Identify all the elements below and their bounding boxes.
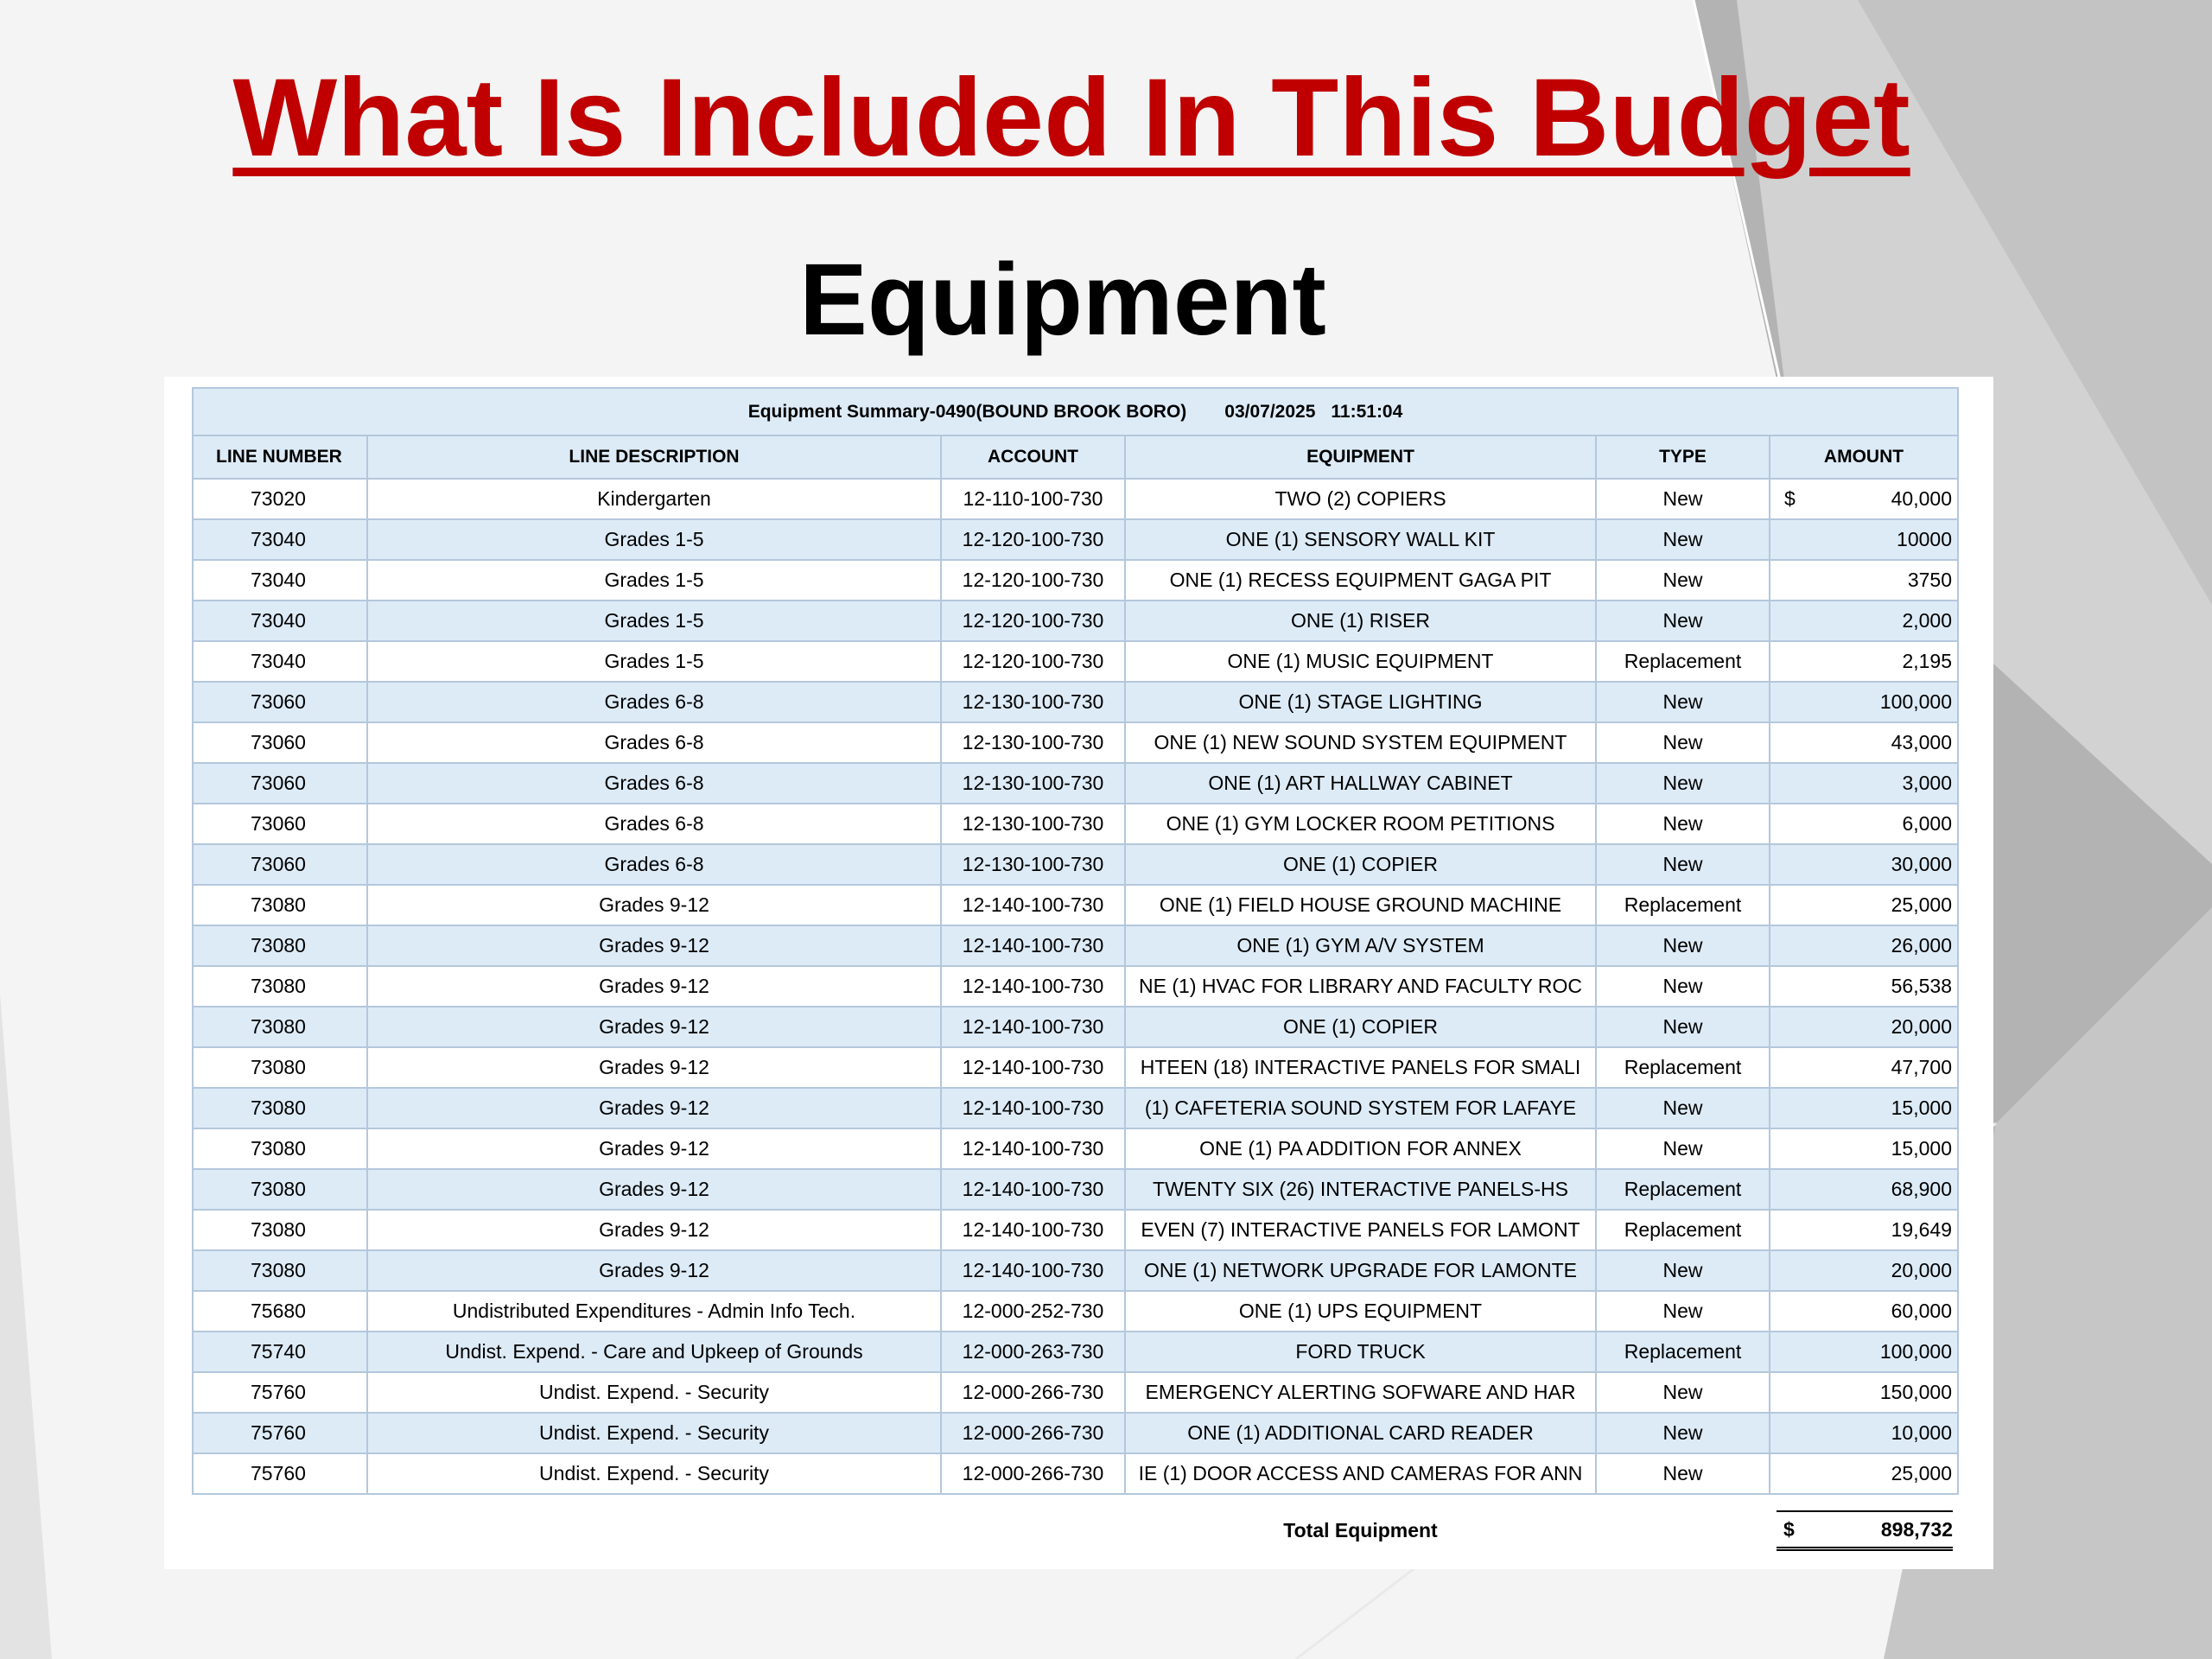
cell-line-description: Grades 9-12 [367,1250,941,1291]
cell-line-number: 75740 [193,1332,367,1372]
cell-line-description: Grades 9-12 [367,1088,941,1128]
cell-line-description: Grades 9-12 [367,1210,941,1250]
cell-type: New [1596,1372,1770,1413]
cell-equipment: IE (1) DOOR ACCESS AND CAMERAS FOR ANN [1125,1453,1596,1494]
cell-account: 12-000-263-730 [941,1332,1125,1372]
cell-amount-value: 10,000 [1891,1421,1952,1444]
table-row [193,1088,1958,1128]
cell-line-description: Grades 1-5 [367,519,941,560]
table-row [193,682,1958,722]
cell-line-number: 73080 [193,1047,367,1088]
cell-line-description: Grades 6-8 [367,763,941,804]
table-row [193,479,1958,519]
table-row [193,641,1958,682]
cell-account: 12-140-100-730 [941,1169,1125,1210]
cell-line-number: 73060 [193,763,367,804]
cell-account: 12-120-100-730 [941,560,1125,601]
cell-amount-value: 15,000 [1891,1137,1952,1160]
column-header-equipment: EQUIPMENT [1125,435,1596,479]
cell-type: New [1596,1088,1770,1128]
cell-type: New [1596,925,1770,966]
slide-subtitle: Equipment [799,243,1326,357]
cell-line-number: 73080 [193,1210,367,1250]
cell-type: New [1596,1250,1770,1291]
cell-line-description: Grades 1-5 [367,560,941,601]
cell-amount [1770,1372,1958,1413]
cell-amount-value: 25,000 [1891,893,1952,916]
cell-amount [1770,1250,1958,1291]
column-header-type: TYPE [1596,435,1770,479]
cell-equipment: FORD TRUCK [1125,1332,1596,1372]
column-header-line-description: LINE DESCRIPTION [367,435,941,479]
cell-type: Replacement [1596,885,1770,925]
cell-amount [1770,479,1958,519]
cell-type: New [1596,1413,1770,1453]
table-row [193,1047,1958,1088]
cell-account: 12-140-100-730 [941,1047,1125,1088]
cell-account: 12-110-100-730 [941,479,1125,519]
cell-line-number: 75760 [193,1413,367,1453]
cell-line-number: 73060 [193,682,367,722]
cell-account: 12-140-100-730 [941,966,1125,1007]
cell-account: 12-140-100-730 [941,925,1125,966]
cell-line-description: Grades 9-12 [367,1047,941,1088]
cell-line-number: 73020 [193,479,367,519]
cell-amount [1770,722,1958,763]
cell-amount-value: 10000 [1897,528,1952,550]
table-row [193,966,1958,1007]
cell-type: New [1596,1453,1770,1494]
total-amount-cell [1770,1494,1958,1566]
cell-equipment: ONE (1) NETWORK UPGRADE FOR LAMONTE [1125,1250,1596,1291]
cell-amount [1770,1210,1958,1250]
cell-amount-value: 26,000 [1891,934,1952,957]
cell-amount-value: 100,000 [1879,690,1952,713]
table-row [193,885,1958,925]
table-row [193,763,1958,804]
cell-type: New [1596,1128,1770,1169]
table-row [193,925,1958,966]
cell-amount [1770,1128,1958,1169]
cell-line-number: 73080 [193,1169,367,1210]
cell-line-description: Grades 9-12 [367,1169,941,1210]
cell-type: New [1596,763,1770,804]
cell-account: 12-000-266-730 [941,1453,1125,1494]
cell-line-description: Grades 9-12 [367,966,941,1007]
cell-account: 12-140-100-730 [941,1250,1125,1291]
cell-line-number: 73040 [193,641,367,682]
cell-type: New [1596,844,1770,885]
cell-amount [1770,1453,1958,1494]
cell-equipment: ONE (1) SENSORY WALL KIT [1125,519,1596,560]
table-row [193,560,1958,601]
report-caption-time: 11:51:04 [1331,401,1403,422]
cell-amount-value: 15,000 [1891,1096,1952,1119]
cell-line-description: Undist. Expend. - Care and Upkeep of Grounds [367,1332,941,1372]
cell-type: New [1596,1291,1770,1332]
cell-amount-value: 47,700 [1891,1056,1952,1078]
cell-account: 12-130-100-730 [941,844,1125,885]
cell-type: New [1596,519,1770,560]
cell-equipment: ONE (1) MUSIC EQUIPMENT [1125,641,1596,682]
total-row [193,1494,1958,1566]
cell-account: 12-000-266-730 [941,1372,1125,1413]
cell-amount-value: 2,195 [1902,650,1952,672]
table-row [193,1413,1958,1453]
cell-line-description: Undist. Expend. - Security [367,1372,941,1413]
table-row [193,1372,1958,1413]
cell-equipment: EMERGENCY ALERTING SOFWARE AND HAR [1125,1372,1596,1413]
cell-equipment: ONE (1) PA ADDITION FOR ANNEX [1125,1128,1596,1169]
cell-amount-value: 30,000 [1891,853,1952,875]
cell-equipment: TWENTY SIX (26) INTERACTIVE PANELS-HS [1125,1169,1596,1210]
cell-type: New [1596,966,1770,1007]
cell-amount [1770,1291,1958,1332]
cell-amount [1770,925,1958,966]
cell-line-description: Grades 6-8 [367,722,941,763]
cell-amount [1770,560,1958,601]
cell-line-number: 73080 [193,925,367,966]
cell-amount [1770,682,1958,722]
table-row [193,601,1958,641]
cell-equipment: ONE (1) COPIER [1125,1007,1596,1047]
equipment-summary-sheet [164,377,1993,1569]
cell-amount [1770,601,1958,641]
table-row [193,1250,1958,1291]
column-header-row [193,435,1958,479]
cell-equipment: (1) CAFETERIA SOUND SYSTEM FOR LAFAYE [1125,1088,1596,1128]
cell-type: Replacement [1596,1047,1770,1088]
cell-equipment: NE (1) HVAC FOR LIBRARY AND FACULTY ROC [1125,966,1596,1007]
equipment-summary-table [192,387,1959,1566]
total-amount: 898,732 [1880,1517,1953,1541]
cell-amount-value: 19,649 [1891,1218,1952,1241]
table-row [193,1128,1958,1169]
table-row [193,1291,1958,1332]
report-caption-date: 03/07/2025 [1224,401,1316,422]
cell-account: 12-120-100-730 [941,641,1125,682]
cell-equipment: ONE (1) RISER [1125,601,1596,641]
cell-equipment: ONE (1) NEW SOUND SYSTEM EQUIPMENT [1125,722,1596,763]
cell-line-description: Grades 1-5 [367,641,941,682]
cell-line-number: 73080 [193,1128,367,1169]
cell-amount [1770,1088,1958,1128]
cell-amount [1770,804,1958,844]
cell-line-number: 73040 [193,560,367,601]
table-row [193,1453,1958,1494]
table-row [193,519,1958,560]
cell-line-number: 73060 [193,804,367,844]
cell-type: New [1596,479,1770,519]
cell-amount-value: 43,000 [1891,731,1952,753]
cell-amount-value: 60,000 [1891,1300,1952,1322]
cell-line-number: 73060 [193,844,367,885]
cell-type: New [1596,560,1770,601]
column-header-line-number: LINE NUMBER [193,435,367,479]
table-row [193,804,1958,844]
column-header-amount: AMOUNT [1770,435,1958,479]
cell-amount [1770,1169,1958,1210]
table-row [193,1210,1958,1250]
cell-amount-value: 3,000 [1902,772,1952,794]
cell-line-number: 75680 [193,1291,367,1332]
cell-line-number: 73080 [193,885,367,925]
cell-amount [1770,641,1958,682]
cell-equipment: ONE (1) GYM A/V SYSTEM [1125,925,1596,966]
report-caption-row [193,388,1958,435]
cell-amount [1770,844,1958,885]
cell-account: 12-140-100-730 [941,1088,1125,1128]
cell-amount-value: 100,000 [1879,1340,1952,1363]
cell-equipment: ONE (1) UPS EQUIPMENT [1125,1291,1596,1332]
table-row [193,1007,1958,1047]
column-header-account: ACCOUNT [941,435,1125,479]
cell-amount [1770,1413,1958,1453]
cell-type: Replacement [1596,1332,1770,1372]
cell-account: 12-130-100-730 [941,682,1125,722]
cell-line-number: 73080 [193,1088,367,1128]
cell-line-description: Grades 9-12 [367,925,941,966]
cell-amount [1770,763,1958,804]
report-caption-name: Equipment Summary-0490(BOUND BROOK BORO) [747,401,1187,422]
cell-account: 12-120-100-730 [941,519,1125,560]
total-spacer-type [1596,1494,1770,1566]
cell-equipment: TWO (2) COPIERS [1125,479,1596,519]
cell-type: New [1596,1007,1770,1047]
cell-account: 12-130-100-730 [941,763,1125,804]
cell-type: New [1596,722,1770,763]
cell-line-description: Kindergarten [367,479,941,519]
cell-amount-value: 25,000 [1891,1462,1952,1484]
cell-equipment: EVEN (7) INTERACTIVE PANELS FOR LAMONT [1125,1210,1596,1250]
cell-account: 12-130-100-730 [941,804,1125,844]
cell-line-number: 73080 [193,1250,367,1291]
cell-line-description: Grades 1-5 [367,601,941,641]
cell-line-description: Grades 6-8 [367,844,941,885]
cell-amount-value: 56,538 [1891,975,1952,997]
cell-amount-value: 68,900 [1891,1178,1952,1200]
cell-amount-value: 3750 [1907,569,1952,591]
cell-amount-value: 40,000 [1891,487,1952,510]
cell-equipment: ONE (1) STAGE LIGHTING [1125,682,1596,722]
report-caption [193,388,1958,435]
cell-line-description: Grades 6-8 [367,682,941,722]
cell-amount [1770,966,1958,1007]
cell-account: 12-140-100-730 [941,1210,1125,1250]
cell-type: Replacement [1596,641,1770,682]
cell-equipment: ONE (1) ADDITIONAL CARD READER [1125,1413,1596,1453]
cell-amount-value: 2,000 [1902,609,1952,632]
table-row [193,1169,1958,1210]
cell-line-description: Grades 9-12 [367,1128,941,1169]
cell-line-description: Undistributed Expenditures - Admin Info Tech. [367,1291,941,1332]
cell-equipment: ONE (1) RECESS EQUIPMENT GAGA PIT [1125,560,1596,601]
cell-account: 12-140-100-730 [941,1128,1125,1169]
cell-type: New [1596,682,1770,722]
cell-amount-value: 6,000 [1902,812,1952,835]
cell-amount [1770,885,1958,925]
total-spacer [193,1494,1125,1566]
cell-amount-value: 20,000 [1891,1015,1952,1038]
slide-title: What Is Included In This Budget [232,56,1910,180]
cell-account: 12-140-100-730 [941,885,1125,925]
cell-equipment: ONE (1) COPIER [1125,844,1596,885]
cell-line-number: 75760 [193,1372,367,1413]
cell-account: 12-120-100-730 [941,601,1125,641]
cell-type: New [1596,601,1770,641]
cell-account: 12-000-266-730 [941,1413,1125,1453]
cell-amount [1770,519,1958,560]
cell-amount [1770,1047,1958,1088]
table-row [193,1332,1958,1372]
cell-line-number: 73060 [193,722,367,763]
cell-account: 12-140-100-730 [941,1007,1125,1047]
cell-amount [1770,1332,1958,1372]
cell-line-number: 73040 [193,601,367,641]
cell-line-description: Grades 6-8 [367,804,941,844]
table-row [193,722,1958,763]
table-row [193,844,1958,885]
total-currency: $ [1783,1517,1795,1541]
cell-type: Replacement [1596,1169,1770,1210]
cell-equipment: ONE (1) GYM LOCKER ROOM PETITIONS [1125,804,1596,844]
cell-line-description: Undist. Expend. - Security [367,1413,941,1453]
cell-line-number: 73080 [193,1007,367,1047]
total-label: Total Equipment [1125,1494,1596,1566]
cell-line-description: Undist. Expend. - Security [367,1453,941,1494]
cell-line-number: 75760 [193,1453,367,1494]
cell-equipment: HTEEN (18) INTERACTIVE PANELS FOR SMALI [1125,1047,1596,1088]
cell-amount-value: 20,000 [1891,1259,1952,1281]
cell-equipment: ONE (1) ART HALLWAY CABINET [1125,763,1596,804]
cell-account: 12-130-100-730 [941,722,1125,763]
cell-line-description: Grades 9-12 [367,1007,941,1047]
cell-account: 12-000-252-730 [941,1291,1125,1332]
cell-line-description: Grades 9-12 [367,885,941,925]
cell-type: Replacement [1596,1210,1770,1250]
cell-currency: $ [1784,487,1796,510]
table-body [193,479,1958,1494]
cell-equipment: ONE (1) FIELD HOUSE GROUND MACHINE [1125,885,1596,925]
cell-amount [1770,1007,1958,1047]
cell-amount-value: 150,000 [1879,1381,1952,1403]
cell-type: New [1596,804,1770,844]
cell-line-number: 73080 [193,966,367,1007]
cell-line-number: 73040 [193,519,367,560]
